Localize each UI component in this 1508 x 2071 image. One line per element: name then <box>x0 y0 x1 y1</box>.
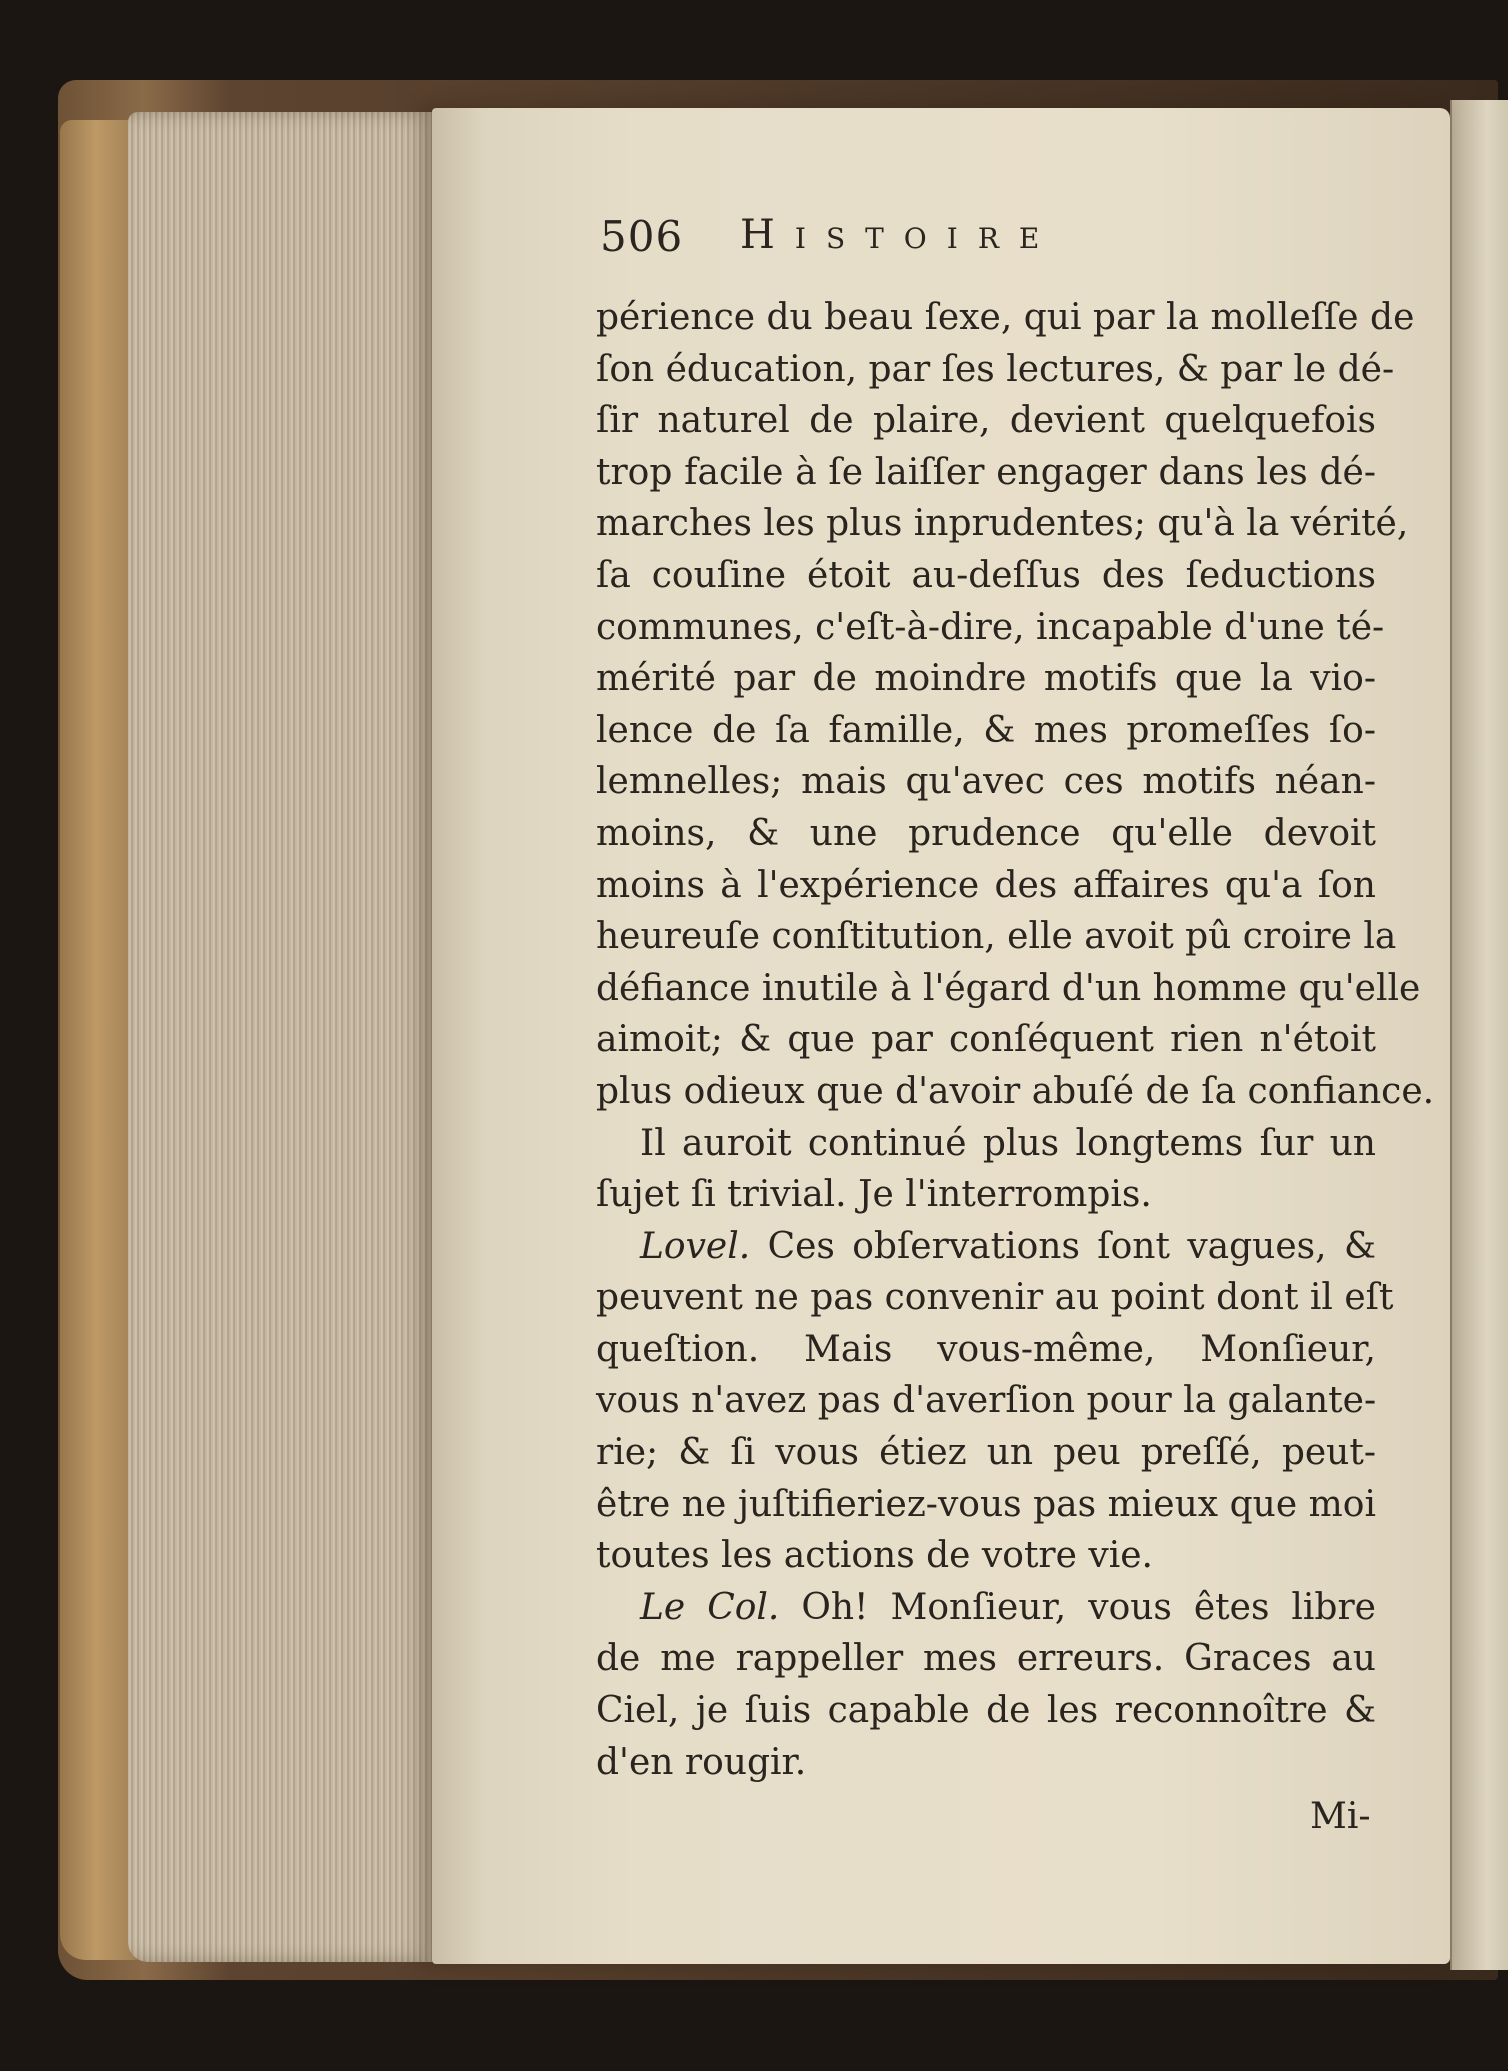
speaker-lovel: Lovel. <box>640 1225 751 1267</box>
text-line: vous n'avez pas d'averſion pour la galante- <box>596 1380 1377 1422</box>
text-line: ſir naturel de plaire, devient quelquefois <box>596 400 1376 442</box>
body-text <box>596 292 1435 1788</box>
text-line: être ne juſtifieriez-vous pas mieux que moi <box>596 1483 1376 1525</box>
text-line: Ces obſervations ſont vagues, & <box>767 1225 1376 1267</box>
speaker-colonel: Le Col. <box>640 1586 780 1628</box>
text-line: plus odieux que d'avoir abuſé de ſa confiance. <box>596 1070 1435 1112</box>
text-line: Oh! Monſieur, vous êtes libre <box>801 1586 1376 1628</box>
text-line: communes, c'eſt-à-dire, incapable d'une té- <box>596 606 1385 648</box>
page-header <box>600 206 1320 266</box>
running-head: Histoire <box>740 212 1060 258</box>
text-line: rie; & ſi vous étiez un peu preſſé, peut- <box>596 1432 1376 1474</box>
text-line: queſtion. Mais vous-même, Monſieur, <box>596 1328 1376 1370</box>
text-line: mérité par de moindre motifs que la vio- <box>596 658 1376 700</box>
page-number: 506 <box>600 212 684 261</box>
text-line: toutes les actions de votre vie. <box>596 1535 1153 1577</box>
dialogue-line <box>596 1221 1376 1273</box>
text-line: ſujet ſi trivial. Je l'interrompis. <box>596 1174 1152 1216</box>
page-block <box>128 112 458 1962</box>
dialogue-line <box>596 1582 1376 1634</box>
text-line: peuvent ne pas convenir au point dont il eſt <box>596 1277 1394 1319</box>
text-line: périence du beau ſexe, qui par la molleſſe de <box>596 297 1415 338</box>
facing-page-edge <box>1450 100 1508 1970</box>
text-line: trop facile à ſe laiſſer engager dans les dé- <box>596 451 1376 493</box>
text-line: moins, & une prudence qu'elle devoit <box>596 812 1376 854</box>
text-line: de me rappeller mes erreurs. Graces au <box>596 1638 1376 1680</box>
catchword: Mi- <box>1310 1796 1371 1837</box>
text-line: lemnelles; mais qu'avec ces motifs néan- <box>596 761 1376 803</box>
text-line: lence de ſa famille, & mes promeſſes ſo- <box>596 709 1376 751</box>
text-line: Il auroit continué plus longtems ſur un <box>640 1122 1376 1164</box>
text-line: aimoit; & que par conſéquent rien n'étoit <box>596 1019 1376 1061</box>
text-line: Ciel, je ſuis capable de les reconnoître & <box>596 1690 1376 1732</box>
text-line: ſa couſine étoit au-deſſus des ſeductions <box>596 554 1376 596</box>
text-line: moins à l'expérience des affaires qu'a ſon <box>596 864 1376 906</box>
text-line: ſon éducation, par ſes lectures, & par le dé- <box>596 348 1395 390</box>
text-line: d'en rougir. <box>596 1741 807 1783</box>
text-line: défiance inutile à l'égard d'un homme qu'elle <box>596 967 1421 1009</box>
text-line: heureuſe conſtitution, elle avoit pû croire la <box>596 916 1397 958</box>
text-line: marches les plus inprudentes; qu'à la vérité, <box>596 503 1409 545</box>
